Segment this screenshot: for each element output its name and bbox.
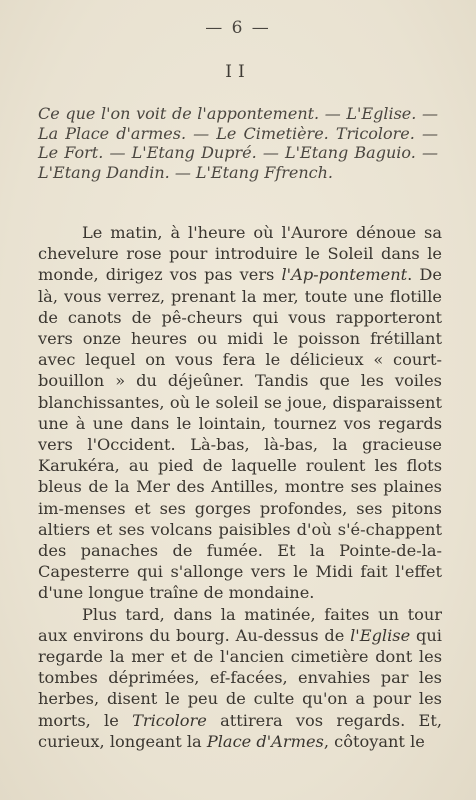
chapter-heading: II: [225, 62, 251, 82]
italic-term: Place d'Armes: [206, 731, 324, 751]
italic-term: l'Eglise: [350, 625, 411, 645]
paragraph: Plus tard, dans la matinée, faites un tour aux environs du bourg. Au-dessus de l'Eglise qui regarde la mer et de l'ancien cimetière dont les tombes déprimées, ef-facées, envahies par les herbes, disent le peu de culte qu'on a pour les morts, le Tricolore attirera vos regards. Et, curieux, longeant la Place d'Armes, côtoyant le: [38, 604, 442, 751]
italic-term: l'Ap-: [281, 265, 319, 285]
page-number: — 6 —: [205, 18, 271, 38]
chapter-summary: Ce que l'on voit de l'appontement. — L'Eglise. — La Place d'armes. — Le Cimetière. Tricolore. — Le Fort. — L'Etang Dupré. — L'Etang Baguio. — L'Etang Dandin. — L'Etang Ffrench.: [38, 104, 438, 182]
italic-term: Tricolore: [132, 710, 207, 730]
body-text: [38, 222, 442, 752]
paragraph: Le matin, à l'heure où l'Aurore dénoue sa chevelure rose pour introduire le Soleil dans le monde, dirigez vos pas vers l'Ap-pontement. De là, vous verrez, prenant la mer, toute une flotille de canots de pê-cheurs qui vous rapporteront vers onze heures ou midi le poisson frétillant avec lequel on vous fera le délicieux « court-bouillon » du déjeûner. Tandis que les voiles blanchissantes, où le soleil se joue, disparaissent une à une dans le lointain, tournez vos regards vers l'Occident. Là-bas, là-bas, la gracieuse Karukéra, au pied de laquelle roulent les flots bleus de la Mer des Antilles, montre ses plaines im-menses et ses gorges profondes, ses pitons altiers et ses volcans paisibles d'où s'é-chappent des panaches de fumée. Et la Pointe-de-la-Capesterre qui s'allonge vers le Midi fait l'effet d'une longue traîne de mondaine.: [38, 223, 442, 603]
italic-term: pontement: [318, 265, 408, 285]
